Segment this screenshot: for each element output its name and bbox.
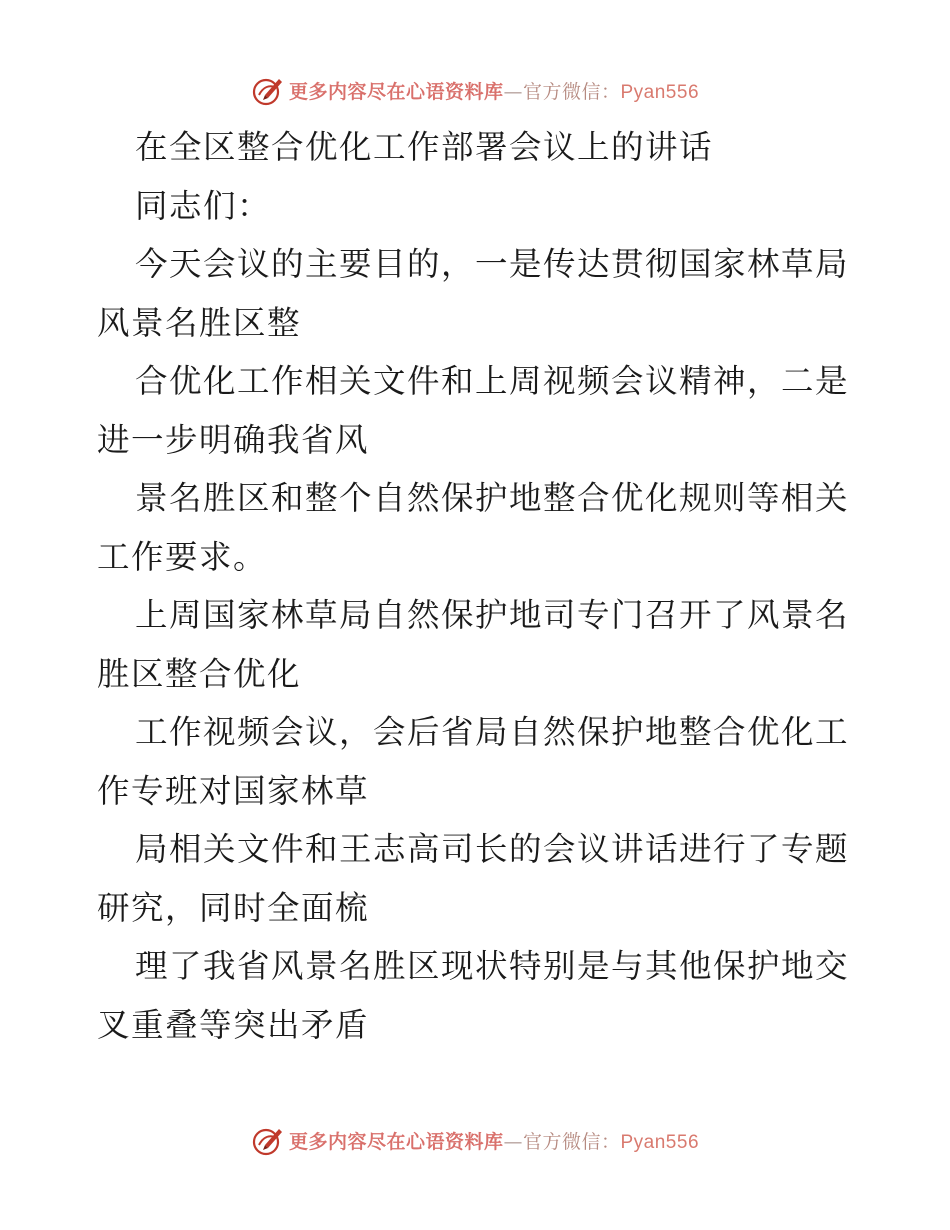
text-line: 作专班对国家林草 <box>97 771 370 810</box>
text-line: 风景名胜区整 <box>97 303 302 342</box>
text-line: 胜区整合优化 <box>97 654 302 693</box>
text-line: 景名胜区和整个自然保护地整合优化规则等相关 <box>135 479 850 517</box>
footer-banner <box>0 1120 950 1160</box>
text-line: 上周国家林草局自然保护地司专门召开了风景名 <box>135 596 850 634</box>
banner-official: 官方微信： <box>522 80 621 103</box>
banner-wechat-id: Pyan556 <box>620 81 700 103</box>
header-banner <box>0 70 950 110</box>
text-line: 进一步明确我省风 <box>97 420 370 459</box>
banner-brand: 更多内容尽在心语资料库 <box>288 1130 504 1153</box>
text-line: 叉重叠等突出矛盾 <box>97 1005 370 1044</box>
banner-wechat-id: Pyan556 <box>620 1131 700 1153</box>
banner-official: 官方微信： <box>522 1130 621 1153</box>
text-line: 局相关文件和王志高司长的会议讲话进行了专题 <box>135 830 850 868</box>
document-title: 在全区整合优化工作部署会议上的讲话 <box>135 128 714 166</box>
text-line: 工作视频会议，会后省局自然保护地整合优化工 <box>135 713 850 751</box>
banner-brand: 更多内容尽在心语资料库 <box>288 80 504 103</box>
pen-logo-icon <box>251 73 285 107</box>
text-line: 研究，同时全面梳 <box>97 888 370 927</box>
pen-logo-icon <box>251 1123 285 1157</box>
banner-dash: — <box>503 1130 523 1153</box>
text-line: 工作要求。 <box>97 537 268 576</box>
banner-text <box>289 1127 699 1154</box>
banner-text <box>289 77 699 104</box>
banner-dash: — <box>503 80 523 103</box>
text-line: 理了我省风景名胜区现状特别是与其他保护地交 <box>135 947 850 985</box>
text-line: 合优化工作相关文件和上周视频会议精神，二是 <box>135 362 850 400</box>
text-line: 今天会议的主要目的，一是传达贯彻国家林草局 <box>135 245 850 283</box>
text-line: 同志们： <box>135 186 272 225</box>
document-body <box>97 118 857 1054</box>
